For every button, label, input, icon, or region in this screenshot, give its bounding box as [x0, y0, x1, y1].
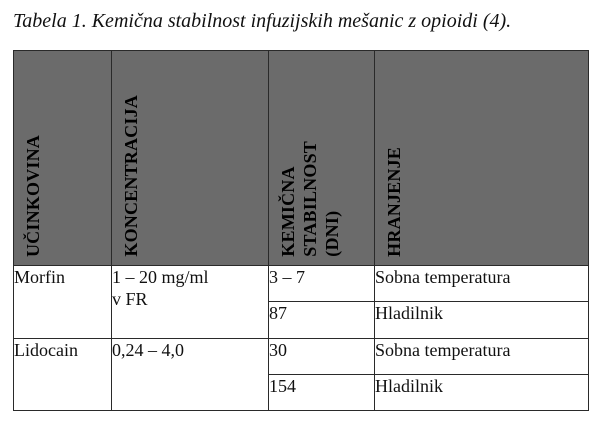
cell-stability-days: 87: [269, 302, 375, 338]
cell-storage: Hladilnik: [375, 374, 589, 410]
table-caption: Tabela 1. Kemična stabilnost infuzijskih mešanic z opioidi (4).: [13, 10, 512, 32]
header-kemicna-stabilnost: [269, 51, 375, 266]
cell-concentration: [112, 338, 269, 411]
cell-storage: Sobna temperatura: [375, 266, 589, 302]
cell-storage: Hladilnik: [375, 302, 589, 338]
header-row: [14, 51, 589, 266]
cell-storage: Sobna temperatura: [375, 338, 589, 374]
concentration-line1: 0,24 – 4,0: [112, 339, 184, 360]
header-ucinkovina: [14, 51, 112, 266]
cell-stability-days: 154: [269, 374, 375, 410]
cell-concentration: [112, 266, 269, 339]
table-row: [14, 338, 589, 374]
concentration-line1: 1 – 20 mg/ml: [112, 267, 209, 287]
header-stab-line3: (DNI): [322, 211, 342, 257]
header-koncentracija-label: KONCENTRACIJA: [121, 95, 141, 257]
cell-drug: Lidocain: [14, 338, 112, 411]
header-hranjenje: [375, 51, 589, 266]
header-kemicna-stabilnost-label: [277, 141, 343, 257]
header-stab-line2: STABILNOST: [300, 141, 320, 257]
header-stab-line1: KEMIČNA: [278, 166, 298, 257]
header-ucinkovina-label: UČINKOVINA: [23, 134, 43, 257]
concentration-line2: v FR: [112, 289, 148, 309]
header-hranjenje-label: HRANJENJE: [384, 147, 404, 257]
cell-stability-days: 3 – 7: [269, 266, 375, 302]
cell-drug: Morfin: [14, 266, 112, 339]
table-row: [14, 266, 589, 302]
cell-stability-days: 30: [269, 338, 375, 374]
stability-table: [13, 50, 589, 411]
header-koncentracija: [112, 51, 269, 266]
